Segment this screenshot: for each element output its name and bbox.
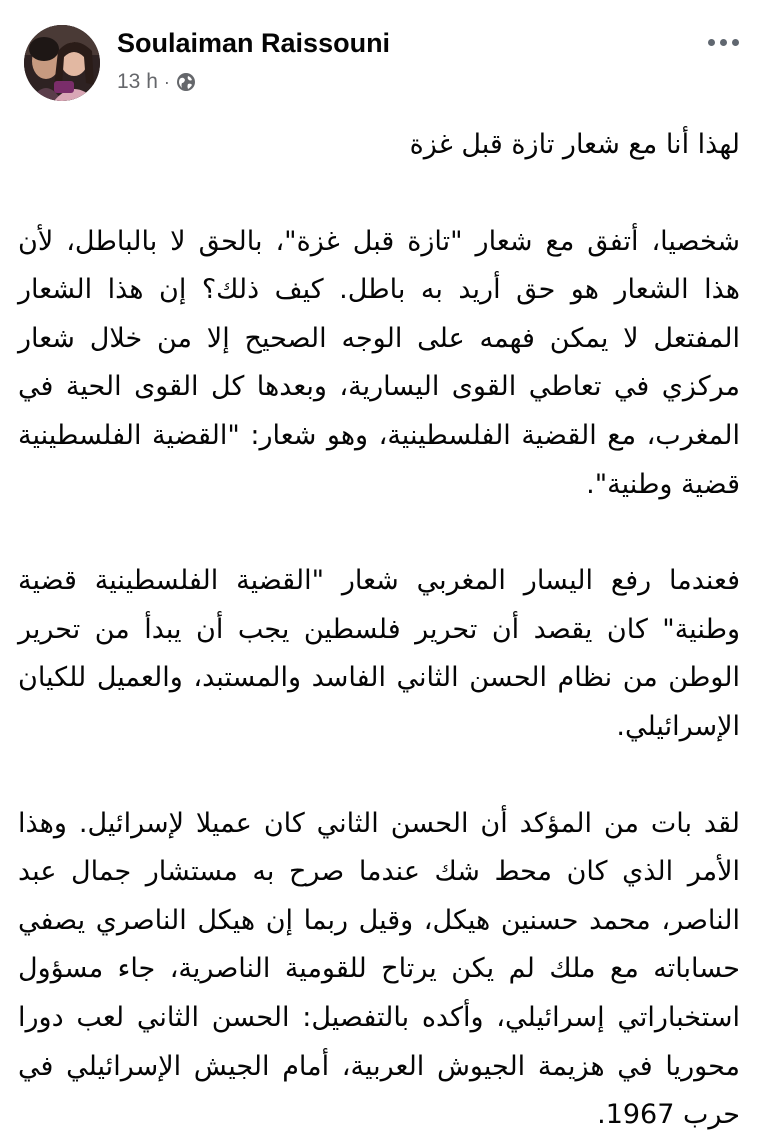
post-timestamp[interactable]: 13 h — [117, 70, 158, 93]
avatar-photo — [24, 25, 100, 101]
author-name[interactable]: Soulaiman Raissouni — [117, 28, 391, 58]
more-dot — [708, 39, 715, 46]
meta-separator: · — [163, 72, 170, 92]
globe-icon[interactable] — [176, 72, 196, 92]
more-dot — [720, 39, 727, 46]
more-dot — [732, 39, 739, 46]
post-paragraph: لقد بات من المؤكد أن الحسن الثاني كان عميلا لإسرائيل. وهذا الأمر الذي كان محط شك عندما صرح به مستشار جمال عبد الناصر، محمد حسنين هيكل، وقيل ربما إن هيكل الناصري يصفي حساباته مع ملك لم يكن يرتاح للقومية الناصرية، جاء مسؤول استخباراتي إسرائيلي، وأكده بالتفصيل: الحسن الثاني لعب دورا محوريا في هزيمة الجيوش العربية، أمام الجيش الإسرائيلي في حرب 1967. — [18, 807, 740, 1131]
more-options-icon[interactable] — [700, 28, 746, 56]
avatar[interactable] — [24, 25, 100, 101]
post-paragraph-title: لهذا أنا مع شعار تازة قبل غزة — [409, 129, 740, 160]
post-paragraph: فعندما رفع اليسار المغربي شعار "القضية الفلسطينية قضية وطنية" كان يقصد أن تحرير فلسطين يجب أن يبدأ من تحرير الوطن من نظام الحسن الثاني الفاسد والمستبد، والعميل للكيان الإسرائيلي. — [18, 565, 740, 742]
post-meta — [117, 69, 196, 95]
post-paragraph: شخصيا، أتفق مع شعار "تازة قبل غزة"، بالحق لا بالباطل، لأن هذا الشعار هو حق أريد به باطل. كيف ذلك؟ إن هذا الشعار المفتعل لا يمكن فهمه على الوجه الصحيح إلا من خلال شعار مركزي في تعاطي القوى اليسارية، وبعدها كل القوى الحية في المغرب، مع القضية الفلسطينية، وهو شعار: "القضية الفلسطينية قضية وطنية". — [18, 225, 740, 500]
post-header — [0, 0, 759, 110]
post-text — [18, 121, 740, 1140]
